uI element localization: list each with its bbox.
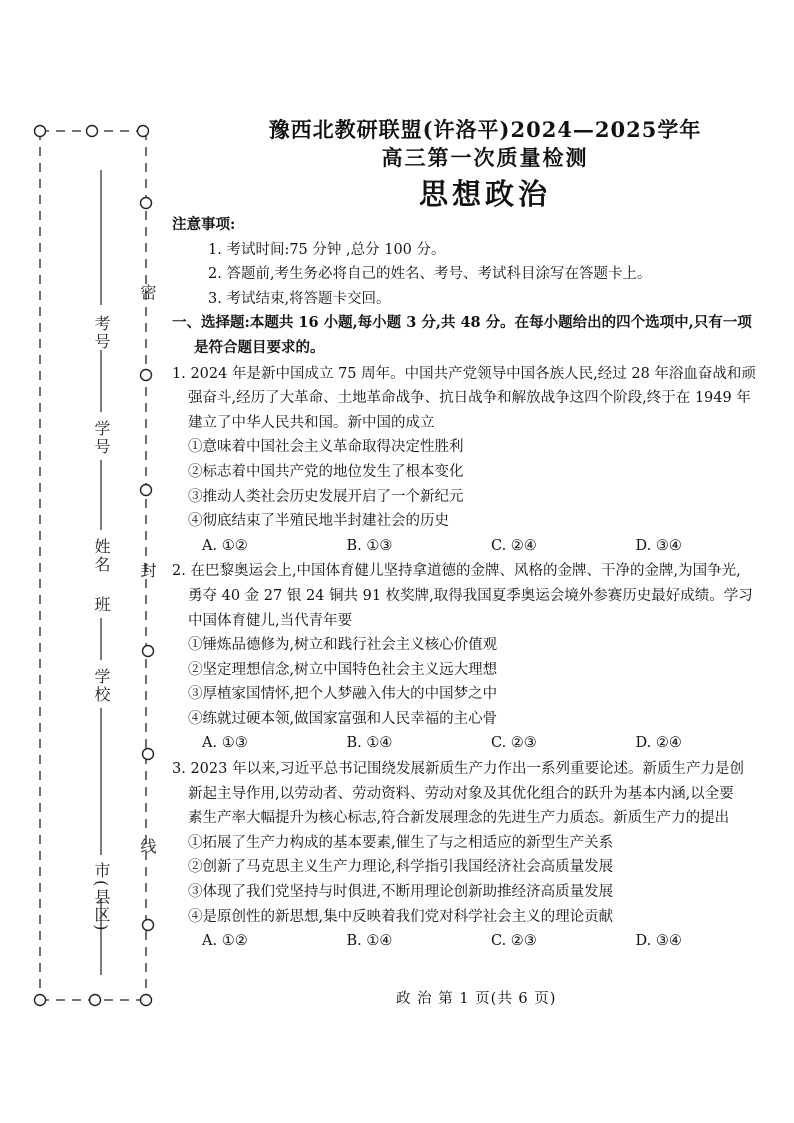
binding-margin [0, 0, 170, 1123]
statement-option: ②创新了马克思主义生产力理论,科学指引我国经济社会高质量发展 [188, 859, 614, 876]
statement-option: ①锤炼品德修为,树立和践行社会主义核心价值观 [188, 637, 498, 654]
choice-b: B. ①③ [346, 537, 393, 554]
choice-c: C. ②④ [491, 537, 537, 554]
question-stem-line: 勇夺 40 金 27 银 24 铜共 91 枚奖牌,取得我国夏季奥运会境外参赛历史最好成绩。学习 [188, 587, 753, 604]
answer-choices [172, 929, 780, 954]
statement-option: ①意味着中国社会主义革命取得决定性胜利 [188, 439, 464, 456]
statement-option: ④彻底结束了半殖民地半封建社会的历史 [188, 513, 449, 530]
notice-item: 2. 答题前,考生务必将自己的姓名、考号、考试科目涂写在答题卡上。 [208, 266, 652, 283]
exam-title-line1: 豫西北教研联盟(许洛平)2024—2025学年 [268, 117, 702, 142]
question-stem-line: 中国体育健儿,当代青年要 [188, 612, 353, 629]
question-stem-line: 素生产率大幅提升为核心标志,符合新发展理念的先进生产力质态。新质生产力的提出 [188, 810, 730, 827]
class-label: 班 [92, 596, 111, 614]
choice-c: C. ②③ [491, 735, 537, 752]
question-stem-line: 建立了中华人民共和国。新中国的成立 [188, 414, 435, 431]
statement-option: ③推动人类社会历史发展开启了一个新纪元 [188, 488, 464, 505]
question-stem-line: 2. 在巴黎奥运会上,中国体育健儿坚持拿道德的金牌、风格的金牌、干净的金牌,为国争光, [172, 563, 741, 580]
city-label: 市(县区) [92, 862, 111, 933]
statement-option: ③体现了我们党坚持与时俱进,不断用理论创新助推经济高质量发展 [188, 884, 614, 901]
choice-b: B. ①④ [346, 735, 393, 752]
choice-a: A. ①② [202, 537, 248, 554]
name-label: 姓名 [92, 538, 111, 574]
statement-option: ①拓展了生产力构成的基本要素,催生了与之相适应的新型生产关系 [188, 834, 614, 851]
statement-option: ④是原创性的新思想,集中反映着我们党对科学社会主义的理论贡献 [188, 908, 614, 925]
notice-item: 3. 考试结束,将答题卡交回。 [208, 290, 391, 307]
notice-title: 注意事项: [172, 216, 236, 233]
exam-number-label: 考号 [92, 315, 111, 351]
statement-option: ④练就过硬本领,做国家富强和人民幸福的主心骨 [188, 710, 498, 727]
seal-char-feng: 封 [138, 562, 157, 578]
question-1 [172, 362, 780, 559]
section-heading [172, 311, 780, 360]
notice-item: 1. 考试时间:75 分钟 ,总分 100 分。 [208, 241, 446, 258]
question-stem-line: 3. 2023 年以来,习近平总书记围绕发展新质生产力作出一系列重要论述。新质生产力是创 [172, 761, 745, 778]
exam-header [180, 116, 790, 214]
seal-char-mi: 密 [138, 284, 157, 300]
page-footer: 政 治 第 1 页(共 6 页) [396, 991, 557, 1007]
section-heading-line1: 一、选择题:本题共 16 小题,每小题 3 分,共 48 分。在每小题给出的四个选项中,只有一项 [172, 314, 752, 332]
answer-choices [172, 731, 780, 756]
exam-subject-title: 思想政治 [418, 177, 551, 211]
statement-option: ③厚植家国情怀,把个人梦融入伟大的中国梦之中 [188, 686, 498, 703]
student-number-label: 学号 [92, 420, 111, 456]
statement-option: ②标志着中国共产党的地位发生了根本变化 [188, 463, 464, 480]
question-2 [172, 559, 780, 756]
choice-a: A. ①③ [202, 735, 248, 752]
section-heading-line2: 是符合题目要求的。 [194, 338, 325, 356]
exam-title-line2: 高三第一次质量检测 [381, 145, 589, 170]
school-label: 学校 [92, 668, 111, 704]
choice-d: D. ③④ [635, 537, 682, 554]
answer-choices [172, 534, 780, 559]
question-3 [172, 757, 780, 954]
choice-d: D. ②④ [635, 735, 682, 752]
choice-c: C. ②③ [491, 933, 537, 950]
choice-a: A. ①② [202, 933, 248, 950]
choice-b: B. ①④ [346, 933, 393, 950]
choice-d: D. ③④ [635, 933, 682, 950]
exam-content [172, 213, 780, 954]
seal-char-xian: 线 [138, 838, 157, 854]
statement-option: ②坚定理想信念,树立中国特色社会主义远大理想 [188, 661, 498, 678]
question-stem-line: 1. 2024 年是新中国成立 75 周年。中国共产党领导中国各族人民,经过 28 年浴血奋战和顽 [172, 365, 756, 382]
question-stem-line: 新起主导作用,以劳动者、劳动资料、劳动对象及其优化组合的跃升为基本内涵,以全要 [188, 785, 734, 802]
question-stem-line: 强奋斗,经历了大革命、土地革命战争、抗日战争和解放战争这四个阶段,终于在 1949 年 [188, 390, 751, 407]
